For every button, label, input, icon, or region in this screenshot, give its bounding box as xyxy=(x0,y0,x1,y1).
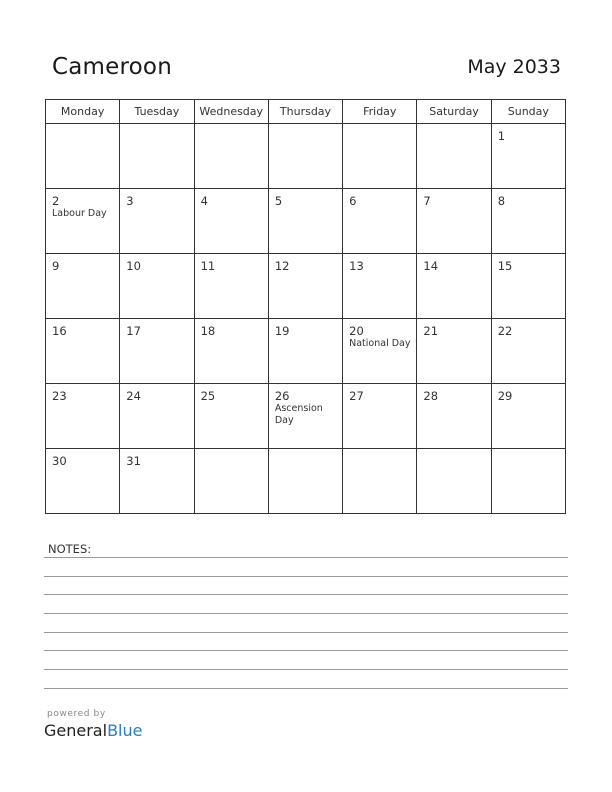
day-cell xyxy=(491,189,565,254)
weekday-header: Monday xyxy=(46,100,120,124)
day-number: 9 xyxy=(52,259,60,273)
day-cell xyxy=(194,449,268,514)
day-cell xyxy=(343,319,417,384)
holiday-label: Ascension Day xyxy=(274,403,323,426)
day-number: 8 xyxy=(497,194,506,208)
day-number: 18 xyxy=(200,324,216,338)
weekday-header: Wednesday xyxy=(194,100,268,124)
day-cell xyxy=(343,254,417,319)
note-line xyxy=(44,669,568,670)
day-number: 28 xyxy=(423,389,439,403)
day-number: 14 xyxy=(423,259,439,273)
day-number: 29 xyxy=(497,389,513,403)
day-number: 25 xyxy=(200,389,216,403)
day-number: 21 xyxy=(423,324,439,338)
holiday-label: National Day xyxy=(349,338,411,349)
day-number: 16 xyxy=(52,324,67,338)
day-cell xyxy=(417,124,491,189)
day-cell xyxy=(46,189,120,254)
week-row xyxy=(46,189,566,254)
day-number: 23 xyxy=(52,389,67,403)
day-number: 1 xyxy=(497,129,506,143)
day-number: 26 xyxy=(274,389,290,403)
day-number: 2 xyxy=(52,194,60,208)
weekday-header: Friday xyxy=(343,100,417,124)
day-number: 10 xyxy=(126,259,141,273)
week-row xyxy=(46,449,566,514)
day-number: 19 xyxy=(274,324,290,338)
note-line xyxy=(44,576,568,577)
note-line xyxy=(44,557,568,558)
day-cell xyxy=(46,319,120,384)
holiday-label: Labour Day xyxy=(52,208,107,219)
weekday-header: Tuesday xyxy=(120,100,194,124)
day-cell xyxy=(120,189,194,254)
day-number: 7 xyxy=(423,194,431,208)
day-number: 13 xyxy=(349,259,364,273)
day-cell xyxy=(120,319,194,384)
day-cell xyxy=(194,254,268,319)
day-cell xyxy=(46,254,120,319)
brand-blue: Blue xyxy=(107,721,143,740)
brand-logo xyxy=(44,721,142,740)
day-cell xyxy=(343,449,417,514)
day-cell xyxy=(343,384,417,449)
day-cell xyxy=(343,189,417,254)
week-row xyxy=(46,124,566,189)
day-cell xyxy=(268,254,342,319)
day-number: 17 xyxy=(126,324,141,338)
day-cell xyxy=(194,319,268,384)
day-cell xyxy=(268,319,342,384)
day-cell xyxy=(194,384,268,449)
day-number: 11 xyxy=(200,259,216,273)
note-line xyxy=(44,688,568,689)
calendar-country-title: Cameroon xyxy=(52,54,172,80)
day-number: 20 xyxy=(349,324,364,338)
week-row xyxy=(46,319,566,384)
day-cell xyxy=(120,449,194,514)
day-cell xyxy=(343,124,417,189)
weekday-header-row xyxy=(46,100,566,124)
note-line xyxy=(44,632,568,633)
day-number: 4 xyxy=(200,194,208,208)
weekday-header: Thursday xyxy=(268,100,342,124)
day-number: 6 xyxy=(349,194,357,208)
brand-general: General xyxy=(44,721,108,740)
day-number: 27 xyxy=(349,389,364,403)
weekday-header: Saturday xyxy=(417,100,491,124)
day-cell xyxy=(491,319,565,384)
day-cell xyxy=(120,254,194,319)
day-number: 31 xyxy=(126,454,141,468)
day-cell xyxy=(417,384,491,449)
day-cell xyxy=(46,449,120,514)
note-line xyxy=(44,650,568,651)
day-cell xyxy=(120,124,194,189)
day-number: 15 xyxy=(497,259,513,273)
day-cell xyxy=(417,254,491,319)
day-number: 22 xyxy=(497,324,513,338)
week-row xyxy=(46,254,566,319)
notes-label: NOTES: xyxy=(48,542,92,556)
day-cell xyxy=(120,384,194,449)
day-cell xyxy=(417,189,491,254)
day-number: 24 xyxy=(126,389,141,403)
day-cell xyxy=(268,449,342,514)
note-line xyxy=(44,594,568,595)
calendar-month-year: May 2033 xyxy=(467,56,561,78)
day-cell xyxy=(46,124,120,189)
day-cell xyxy=(417,449,491,514)
day-cell xyxy=(194,189,268,254)
powered-by-text: powered by xyxy=(47,709,106,719)
day-cell xyxy=(491,449,565,514)
day-number: 5 xyxy=(274,194,283,208)
day-cell xyxy=(491,124,565,189)
day-cell xyxy=(491,254,565,319)
note-line xyxy=(44,613,568,614)
calendar-grid xyxy=(45,99,566,514)
day-number: 3 xyxy=(126,194,134,208)
day-cell xyxy=(268,124,342,189)
day-cell xyxy=(491,384,565,449)
day-number: 30 xyxy=(52,454,67,468)
day-cell xyxy=(194,124,268,189)
day-cell xyxy=(268,189,342,254)
day-cell xyxy=(46,384,120,449)
day-number: 12 xyxy=(274,259,290,273)
day-cell xyxy=(268,384,342,449)
weekday-header: Sunday xyxy=(491,100,565,124)
week-row xyxy=(46,384,566,449)
day-cell xyxy=(417,319,491,384)
